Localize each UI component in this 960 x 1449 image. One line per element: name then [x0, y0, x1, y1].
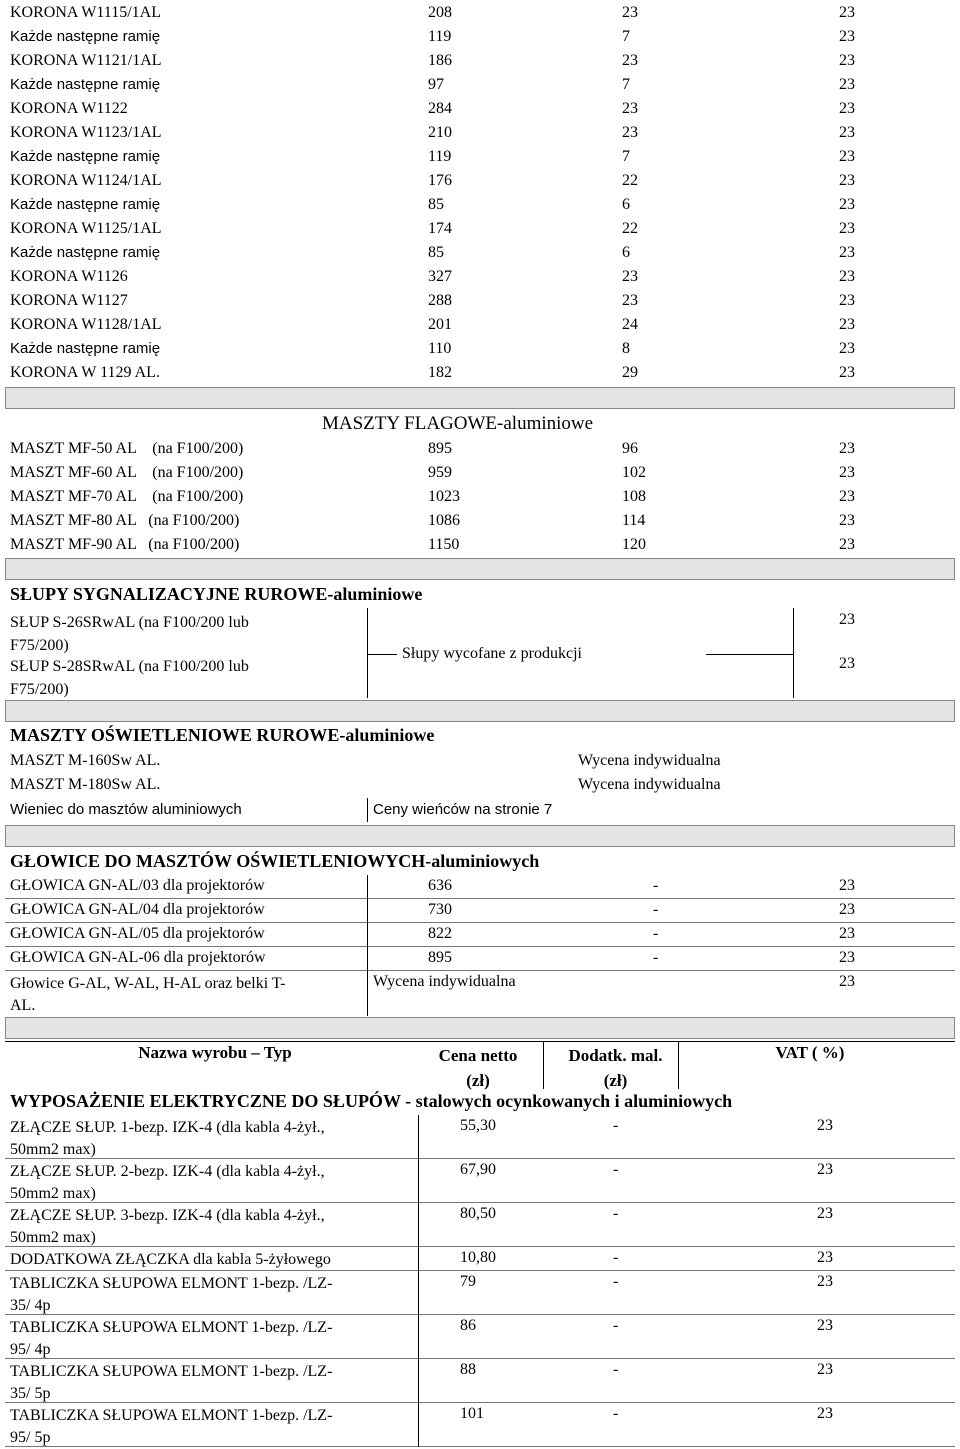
cell-border — [418, 1403, 419, 1447]
lighting-section-title: MASZTY OŚWIETLENIOWE RUROWE-aluminiowe — [10, 725, 435, 745]
korona-row-additional: 23 — [622, 124, 638, 141]
cell-border — [367, 608, 368, 698]
cell-border — [367, 970, 368, 1016]
korona-row-additional: 7 — [622, 148, 630, 165]
heads-row-price: 730 — [428, 901, 452, 918]
flag-row-name: MASZT MF-50 AL (na F100/200) — [10, 440, 244, 457]
electrical-row-price: 10,80 — [460, 1249, 496, 1266]
korona-row-price: 85 — [428, 244, 444, 261]
cell-border — [367, 947, 368, 971]
flag-section-title: MASZTY FLAGOWE-aluminiowe — [322, 413, 594, 434]
signal-row-1-vat: 23 — [839, 611, 855, 628]
cell-border — [706, 654, 793, 655]
electrical-row-additional: - — [613, 1273, 619, 1290]
cell-border — [418, 1159, 419, 1203]
cell-border — [5, 922, 955, 923]
flag-row-price: 959 — [428, 464, 452, 481]
korona-row-name: Każde następne ramię — [10, 196, 161, 213]
electrical-row-name-l2: 50mm2 max) — [10, 1229, 96, 1246]
flag-row-name: MASZT MF-90 AL (na F100/200) — [10, 536, 240, 553]
header-additional — [553, 1043, 678, 1093]
electrical-row-name-l2: 95/ 4p — [10, 1341, 51, 1358]
flag-row-price: 1150 — [428, 536, 460, 553]
flag-row-name: MASZT MF-80 AL (na F100/200) — [10, 512, 240, 529]
flag-row-vat: 23 — [839, 488, 855, 505]
wreath-note: Ceny wieńców na stronie 7 — [373, 801, 553, 818]
korona-row-name: KORONA W 1129 AL. — [10, 364, 160, 381]
signal-row-2-name-l1: SŁUP S-28SRwAL (na F100/200 lub — [10, 658, 249, 675]
heads-last-row — [10, 973, 285, 1017]
cell-border — [367, 654, 397, 655]
cell-border — [5, 1158, 955, 1159]
heads-row-vat: 23 — [839, 949, 855, 966]
electrical-row-vat: 23 — [817, 1117, 833, 1134]
signal-row-1-name-l1: SŁUP S-26SRwAL (na F100/200 lub — [10, 614, 249, 631]
electrical-row-name-l1: ZŁĄCZE SŁUP. 2-bezp. IZK-4 (dla kabla 4-żył., — [10, 1163, 325, 1180]
korona-row-price: 119 — [428, 28, 452, 45]
heads-last-price: Wycena indywidualna — [373, 973, 516, 990]
heads-row-vat: 23 — [839, 925, 855, 942]
flag-row-additional: 114 — [622, 512, 646, 529]
electrical-row-vat: 23 — [817, 1249, 833, 1266]
wreath-name: Wieniec do masztów aluminiowych — [10, 801, 242, 818]
korona-row-price: 119 — [428, 148, 452, 165]
flag-row-price: 1086 — [428, 512, 460, 529]
korona-row-vat: 23 — [839, 28, 855, 45]
electrical-row-vat: 23 — [817, 1317, 833, 1334]
header-price-l1: Cena netto — [438, 1046, 518, 1065]
cell-border — [543, 1041, 544, 1089]
electrical-row-name — [10, 1117, 325, 1161]
electrical-row-price: 55,30 — [460, 1117, 496, 1134]
electrical-row-name-l1: TABLICZKA SŁUPOWA ELMONT 1-bezp. /LZ- — [10, 1363, 333, 1380]
korona-row-vat: 23 — [839, 76, 855, 93]
electrical-section-title: WYPOSAŻENIE ELEKTRYCZNE DO SŁUPÓW - stalowych ocynkowanych i aluminiowych — [10, 1091, 733, 1111]
cell-border — [5, 1202, 955, 1203]
heads-last-name-l1: Głowice G-AL, W-AL, H-AL oraz belki T- — [10, 975, 286, 992]
heads-row-vat: 23 — [839, 901, 855, 918]
cell-border — [5, 1314, 955, 1315]
korona-row-additional: 24 — [622, 316, 638, 333]
flag-row-additional: 102 — [622, 464, 646, 481]
lighting-row-2-name: MASZT M-180Sw AL. — [10, 776, 161, 793]
korona-row-additional: 22 — [622, 220, 638, 237]
cell-border — [5, 1270, 955, 1271]
korona-row-price: 284 — [428, 100, 452, 117]
flag-row-vat: 23 — [839, 440, 855, 457]
flag-row-name: MASZT MF-60 AL (na F100/200) — [10, 464, 244, 481]
heads-row-additional: - — [653, 877, 659, 894]
korona-row-additional: 7 — [622, 76, 630, 93]
korona-row-additional: 23 — [622, 292, 638, 309]
korona-row-vat: 23 — [839, 244, 855, 261]
korona-row-additional: 8 — [622, 340, 630, 357]
korona-row-name: Każde następne ramię — [10, 76, 161, 93]
electrical-row-name-l1: TABLICZKA SŁUPOWA ELMONT 1-bezp. /LZ- — [10, 1319, 333, 1336]
heads-row-price: 636 — [428, 877, 452, 894]
electrical-row-price: 86 — [460, 1317, 476, 1334]
korona-row-price: 186 — [428, 52, 452, 69]
korona-row-price: 288 — [428, 292, 452, 309]
lighting-row-1-price: Wycena indywidualna — [578, 752, 721, 769]
cell-border — [367, 798, 368, 822]
korona-row-name: Każde następne ramię — [10, 340, 161, 357]
heads-row-price: 822 — [428, 925, 452, 942]
electrical-row-name — [10, 1405, 332, 1449]
electrical-row-name — [10, 1273, 332, 1317]
header-additional-l2: (zł) — [603, 1071, 628, 1090]
cell-border — [367, 875, 368, 899]
cell-border — [5, 1402, 955, 1403]
cell-border — [5, 946, 955, 947]
electrical-row-price: 79 — [460, 1273, 476, 1290]
electrical-row-name-l1: TABLICZKA SŁUPOWA ELMONT 1-bezp. /LZ- — [10, 1275, 333, 1292]
korona-row-price: 176 — [428, 172, 452, 189]
header-name: Nazwa wyrobu – Typ — [138, 1043, 292, 1062]
korona-row-additional: 22 — [622, 172, 638, 189]
electrical-row-name — [10, 1317, 332, 1361]
heads-row-additional: - — [653, 925, 659, 942]
korona-row-price: 97 — [428, 76, 444, 93]
flag-row-additional: 96 — [622, 440, 638, 457]
electrical-row-name-l2: 50mm2 max) — [10, 1185, 96, 1202]
lighting-row-2-price: Wycena indywidualna — [578, 776, 721, 793]
korona-row-name: KORONA W1122 — [10, 100, 128, 117]
korona-row-price: 201 — [428, 316, 452, 333]
korona-row-vat: 23 — [839, 316, 855, 333]
electrical-row-vat: 23 — [817, 1273, 833, 1290]
electrical-row-additional: - — [613, 1361, 619, 1378]
electrical-row-additional: - — [613, 1161, 619, 1178]
electrical-row-vat: 23 — [817, 1405, 833, 1422]
korona-row-name: KORONA W1124/1AL — [10, 172, 162, 189]
heads-row-name: GŁOWICA GN-AL/05 dla projektorów — [10, 925, 265, 942]
korona-row-name: Każde następne ramię — [10, 244, 161, 261]
flag-row-name: MASZT MF-70 AL (na F100/200) — [10, 488, 244, 505]
korona-row-vat: 23 — [839, 292, 855, 309]
heads-row-vat: 23 — [839, 877, 855, 894]
korona-row-additional: 7 — [622, 28, 630, 45]
korona-row-price: 85 — [428, 196, 444, 213]
korona-row-price: 327 — [428, 268, 452, 285]
electrical-row-additional: - — [613, 1317, 619, 1334]
heads-row-additional: - — [653, 901, 659, 918]
cell-border — [793, 608, 794, 698]
lighting-row-1-name: MASZT M-160Sw AL. — [10, 752, 161, 769]
korona-row-name: KORONA W1126 — [10, 268, 128, 285]
electrical-row-additional: - — [613, 1205, 619, 1222]
korona-row-vat: 23 — [839, 196, 855, 213]
heads-row-name: GŁOWICA GN-AL-06 dla projektorów — [10, 949, 266, 966]
header-additional-l1: Dodatk. mal. — [568, 1046, 663, 1065]
flag-row-additional: 120 — [622, 536, 646, 553]
electrical-row-price: 88 — [460, 1361, 476, 1378]
electrical-row-vat: 23 — [817, 1205, 833, 1222]
section-separator — [5, 387, 955, 409]
korona-row-additional: 29 — [622, 364, 638, 381]
flag-row-price: 1023 — [428, 488, 460, 505]
korona-row-vat: 23 — [839, 364, 855, 381]
cell-border — [367, 923, 368, 947]
heads-row-name: GŁOWICA GN-AL/03 dla projektorów — [10, 877, 265, 894]
flag-row-additional: 108 — [622, 488, 646, 505]
cell-border — [418, 1315, 419, 1359]
korona-row-vat: 23 — [839, 268, 855, 285]
cell-border — [678, 1041, 679, 1089]
korona-row-vat: 23 — [839, 100, 855, 117]
electrical-row-price: 101 — [460, 1405, 484, 1422]
cell-border — [418, 1271, 419, 1315]
flag-row-vat: 23 — [839, 512, 855, 529]
flag-row-vat: 23 — [839, 536, 855, 553]
heads-row-name: GŁOWICA GN-AL/04 dla projektorów — [10, 901, 265, 918]
korona-row-price: 110 — [428, 340, 452, 357]
electrical-row-name — [10, 1205, 325, 1249]
header-top-border — [5, 1041, 955, 1042]
electrical-row-name — [10, 1361, 332, 1405]
korona-row-additional: 23 — [622, 268, 638, 285]
korona-row-vat: 23 — [839, 148, 855, 165]
korona-row-vat: 23 — [839, 172, 855, 189]
electrical-row-name-l1: TABLICZKA SŁUPOWA ELMONT 1-bezp. /LZ- — [10, 1407, 333, 1424]
electrical-row-vat: 23 — [817, 1161, 833, 1178]
header-vat: VAT ( %) — [775, 1043, 845, 1062]
korona-row-additional: 23 — [622, 52, 638, 69]
korona-row-vat: 23 — [839, 52, 855, 69]
electrical-row-name-l2: 35/ 4p — [10, 1297, 51, 1314]
korona-row-name: KORONA W1127 — [10, 292, 128, 309]
header-price — [418, 1043, 538, 1093]
korona-row-vat: 23 — [839, 340, 855, 357]
cell-border — [5, 970, 955, 971]
korona-row-price: 210 — [428, 124, 452, 141]
korona-row-price: 208 — [428, 4, 452, 21]
cell-border — [367, 899, 368, 923]
cell-border — [418, 1247, 419, 1271]
korona-row-name: KORONA W1121/1AL — [10, 52, 162, 69]
cell-border — [418, 1359, 419, 1403]
korona-row-name: KORONA W1115/1AL — [10, 4, 161, 21]
korona-row-name: KORONA W1125/1AL — [10, 220, 162, 237]
electrical-row-name-l2: 95/ 5p — [10, 1429, 51, 1446]
signal-row-2 — [10, 655, 249, 701]
electrical-row-price: 80,50 — [460, 1205, 496, 1222]
korona-row-additional: 23 — [622, 4, 638, 21]
korona-row-additional: 6 — [622, 196, 630, 213]
electrical-row-price: 67,90 — [460, 1161, 496, 1178]
electrical-row-name-l1: ZŁĄCZE SŁUP. 1-bezp. IZK-4 (dla kabla 4-żył., — [10, 1119, 325, 1136]
flag-row-price: 895 — [428, 440, 452, 457]
korona-row-name: Każde następne ramię — [10, 28, 161, 45]
signal-row-1-name-l2: F75/200) — [10, 637, 69, 654]
cell-border — [5, 898, 955, 899]
header-price-l2: (zł) — [466, 1071, 490, 1090]
korona-row-name: Każde następne ramię — [10, 148, 161, 165]
signal-discontinued-note: Słupy wycofane z produkcji — [402, 645, 582, 662]
heads-row-additional: - — [653, 949, 659, 966]
electrical-row-vat: 23 — [817, 1361, 833, 1378]
electrical-row-additional: - — [613, 1117, 619, 1134]
korona-row-vat: 23 — [839, 124, 855, 141]
cell-border — [418, 1203, 419, 1247]
section-separator — [5, 1017, 955, 1039]
section-separator — [5, 700, 955, 722]
electrical-row-name-l2: 50mm2 max) — [10, 1141, 96, 1158]
cell-border — [5, 1446, 955, 1447]
heads-section-title: GŁOWICE DO MASZTÓW OŚWIETLENIOWYCH-aluminiowych — [10, 851, 540, 871]
cell-border — [418, 1115, 419, 1159]
electrical-row-name — [10, 1249, 331, 1271]
korona-row-price: 182 — [428, 364, 452, 381]
signal-section-title: SŁUPY SYGNALIZACYJNE RUROWE-aluminiowe — [10, 584, 423, 604]
heads-last-vat: 23 — [839, 973, 855, 990]
electrical-row-additional: - — [613, 1405, 619, 1422]
korona-row-vat: 23 — [839, 4, 855, 21]
korona-row-additional: 6 — [622, 244, 630, 261]
electrical-row-name-l1: DODATKOWA ZŁĄCZKA dla kabla 5-żyłowego — [10, 1251, 331, 1268]
section-separator — [5, 825, 955, 847]
korona-row-price: 174 — [428, 220, 452, 237]
heads-last-name-l2: AL. — [10, 997, 36, 1014]
flag-row-vat: 23 — [839, 464, 855, 481]
signal-row-2-name-l2: F75/200) — [10, 681, 69, 698]
cell-border — [5, 1358, 955, 1359]
section-separator — [5, 558, 955, 580]
korona-row-vat: 23 — [839, 220, 855, 237]
korona-row-name: KORONA W1123/1AL — [10, 124, 162, 141]
signal-row-1 — [10, 611, 249, 657]
signal-row-2-vat: 23 — [839, 655, 855, 672]
electrical-row-name-l2: 35/ 5p — [10, 1385, 51, 1402]
heads-row-price: 895 — [428, 949, 452, 966]
electrical-row-name-l1: ZŁĄCZE SŁUP. 3-bezp. IZK-4 (dla kabla 4-żył., — [10, 1207, 325, 1224]
korona-row-name: KORONA W1128/1AL — [10, 316, 162, 333]
korona-row-additional: 23 — [622, 100, 638, 117]
electrical-row-additional: - — [613, 1249, 619, 1266]
electrical-row-name — [10, 1161, 325, 1205]
cell-border — [5, 1246, 955, 1247]
